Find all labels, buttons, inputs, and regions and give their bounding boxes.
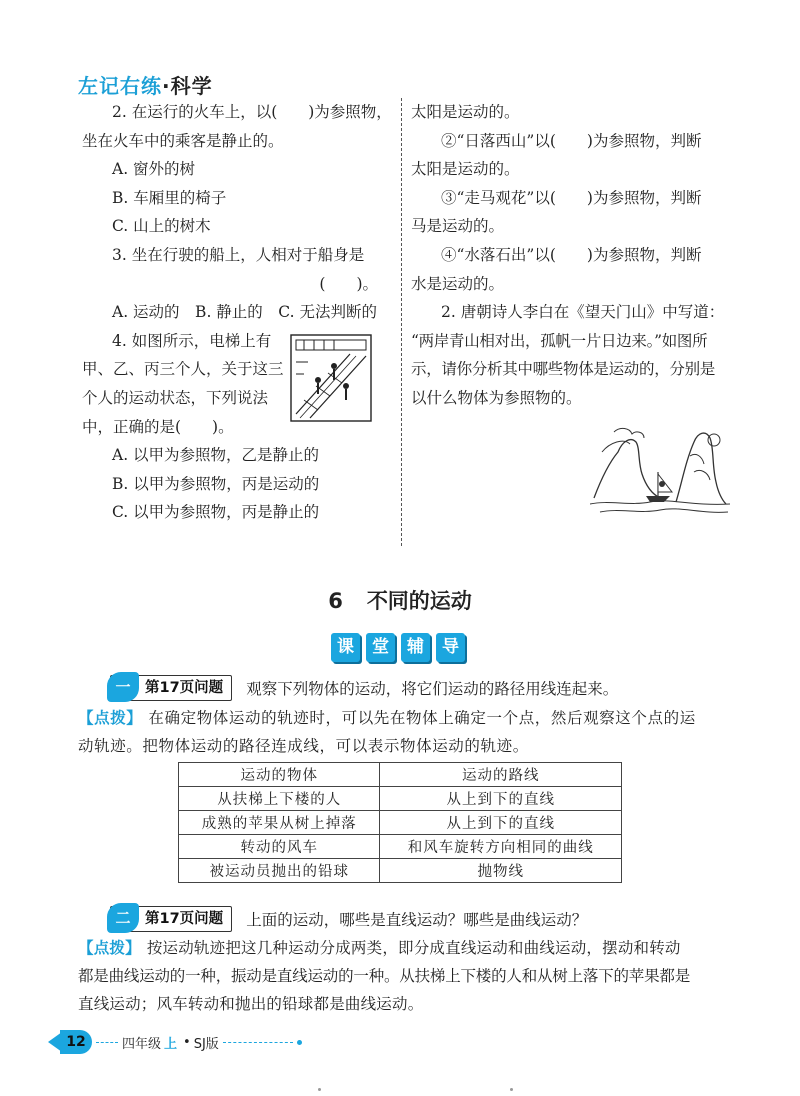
- question-number: 一: [107, 672, 139, 702]
- question-text: 以什么物体为参照物的。: [411, 388, 582, 407]
- page-footer: 12 四年级 上 • SJ版: [48, 1030, 302, 1054]
- option-text: A. 以甲为参照物，乙是静止的: [112, 446, 320, 465]
- table-row: [179, 787, 622, 811]
- question-text: 太阳是运动的。: [411, 103, 520, 121]
- banner-char: 导: [436, 633, 465, 662]
- question-page-label: 第17页问题: [145, 680, 224, 696]
- tip-text: 都是曲线运动的一种，振动是直线运动的一种。从扶梯上下楼的人和从树上落下的苹果都是: [78, 967, 691, 985]
- table-cell: 和风车旋转方向相同的曲线: [380, 835, 622, 859]
- table-header: 运动的物体: [179, 763, 380, 787]
- question-text: 4. 如图所示，电梯上有: [112, 331, 272, 350]
- table-cell: 从上到下的直线: [380, 787, 622, 811]
- question-text: 马是运动的。: [411, 217, 505, 236]
- question-text: 2. 在运行的火车上，以( )为参照物，: [112, 103, 392, 121]
- question-text: 中，正确的是( )。: [82, 417, 234, 436]
- footer-grade: 四年级: [122, 1036, 162, 1052]
- question-prompt: 观察下列物体的运动，将它们运动的路径用线连起来。: [246, 680, 619, 698]
- column-divider: [401, 98, 402, 546]
- scan-mark: [318, 1088, 321, 1091]
- option-text: B. 车厢里的椅子: [112, 188, 227, 207]
- table-cell: 从上到下的直线: [380, 811, 622, 835]
- brand-subject: ·科学: [162, 74, 213, 98]
- footer-term: 上: [164, 1036, 178, 1052]
- motion-path-table: [178, 762, 622, 883]
- table-row: [179, 859, 622, 883]
- answer-blank: ( )。: [319, 274, 378, 293]
- question-text: 坐在火车中的乘客是静止的。: [82, 131, 284, 150]
- table-header: 运动的路线: [380, 763, 622, 787]
- question-text: 个人的运动状态，下列说法: [82, 388, 269, 407]
- left-column: [82, 98, 398, 527]
- footer-edition: SJ版: [193, 1036, 219, 1052]
- option-text: B. 以甲为参照物，丙是运动的: [112, 474, 320, 493]
- page-number-badge: [48, 1030, 92, 1054]
- option-text: C. 山上的树木: [112, 217, 211, 236]
- question-text: “两岸青山相对出，孤帆一片日边来。”如图所: [411, 331, 708, 350]
- question-text: 甲、乙、丙三个人，关于这三: [82, 360, 284, 379]
- tip-text: 动轨迹。把物体运动的路径连成线，可以表示物体运动的轨迹。: [78, 737, 529, 755]
- banner-char: 辅: [401, 633, 430, 662]
- table-cell: 抛物线: [380, 859, 622, 883]
- tip-label: 【点拨】: [78, 708, 143, 727]
- question-text: 2. 唐朝诗人李白在《望天门山》中写道：: [441, 303, 725, 322]
- question-text: ③“走马观花”以( )为参照物，判断: [441, 188, 702, 207]
- tip-text: 按运动轨迹把这几种运动分成两类，即分成直线运动和曲线运动，摆动和转动: [146, 939, 681, 957]
- brand-name: 左记右练: [78, 74, 162, 98]
- escalator-illustration: [290, 334, 372, 422]
- lesson-number: 6: [328, 589, 343, 613]
- table-cell: 从扶梯上下楼的人: [179, 787, 380, 811]
- question-text: 太阳是运动的。: [411, 160, 520, 179]
- table-row: [179, 811, 622, 835]
- right-column: [411, 98, 727, 413]
- table-header-row: [179, 763, 622, 787]
- question-text: ④“水落石出”以( )为参照物，判断: [441, 245, 702, 264]
- table-cell: 成熟的苹果从树上掉落: [179, 811, 380, 835]
- scan-mark: [510, 1088, 513, 1091]
- question-badge: [110, 906, 232, 932]
- question-badge: [110, 675, 232, 701]
- mountain-boat-illustration: [590, 412, 730, 524]
- book-brand: [78, 70, 213, 99]
- table-cell: 被运动员抛出的铅球: [179, 859, 380, 883]
- banner-char: 堂: [366, 633, 395, 662]
- question-text: 3. 坐在行驶的船上，人相对于船身是: [112, 245, 365, 264]
- question-prompt: 上面的运动，哪些是直线运动？哪些是曲线运动？: [246, 911, 588, 929]
- question-1-heading: [110, 675, 618, 701]
- question-text: 水是运动的。: [411, 274, 505, 293]
- question-page-label: 第17页问题: [145, 911, 224, 927]
- tip-text: 在确定物体运动的轨迹时，可以先在物体上确定一个点，然后观察这个点的运: [148, 709, 696, 727]
- table-row: [179, 835, 622, 859]
- option-text: C. 以甲为参照物，丙是静止的: [112, 503, 320, 522]
- lesson-name: 不同的运动: [366, 589, 472, 613]
- banner-char: 课: [331, 633, 360, 662]
- option-text: A. 运动的 B. 静止的 C. 无法判断的: [112, 303, 377, 322]
- lesson-title: [0, 585, 800, 615]
- q2-tip: [78, 934, 690, 1018]
- page-number: 12: [60, 1030, 92, 1054]
- q1-tip: [78, 704, 696, 760]
- question-2-heading: [110, 906, 587, 932]
- tip-label: 【点拨】: [78, 938, 141, 957]
- section-banner: [331, 633, 465, 662]
- table-cell: 转动的风车: [179, 835, 380, 859]
- tip-text: 直线运动；风车转动和抛出的铅球都是曲线运动。: [78, 995, 424, 1013]
- question-text: ②“日落西山”以( )为参照物，判断: [441, 131, 702, 150]
- option-text: A. 窗外的树: [112, 160, 196, 179]
- question-number: 二: [107, 903, 139, 933]
- question-text: 示，请你分析其中哪些物体是运动的，分别是: [411, 360, 716, 379]
